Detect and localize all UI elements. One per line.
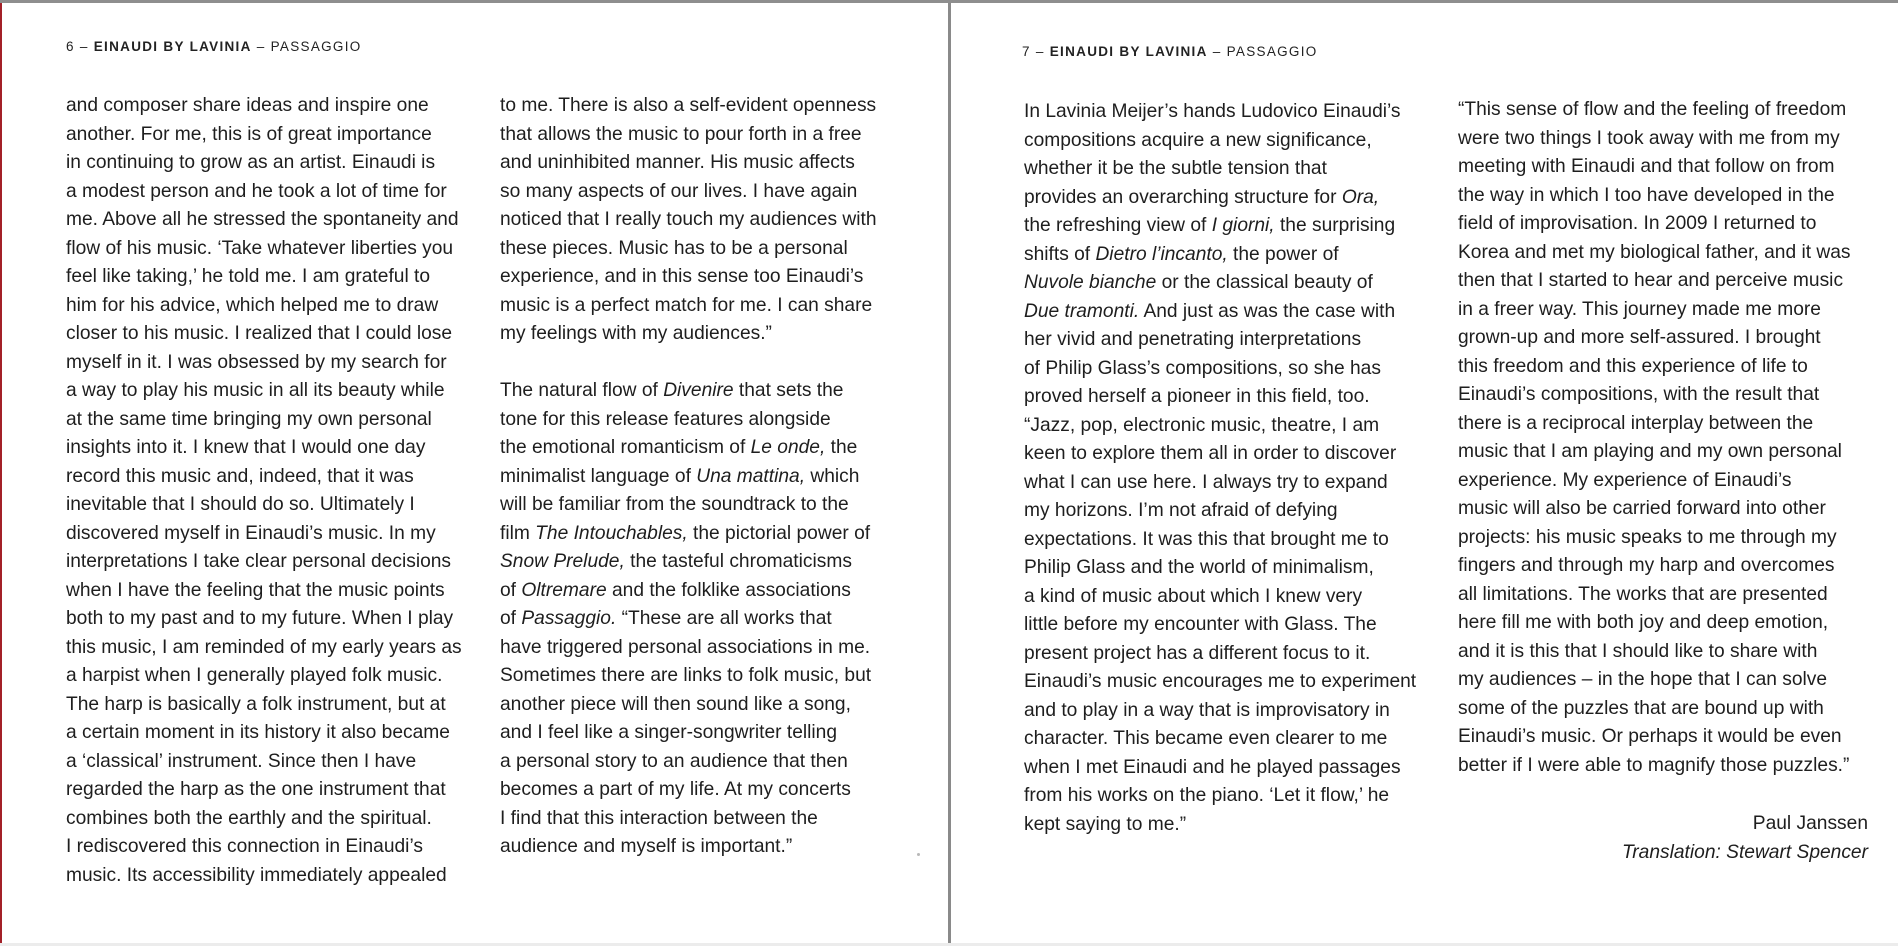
text-segment: another. For me, this is of great importance: [66, 123, 432, 145]
text-segment: I find that this interaction between the: [500, 807, 818, 829]
signature-author: Paul Janssen: [1752, 813, 1868, 834]
left-column-1: [66, 92, 486, 890]
text-line: [500, 719, 920, 748]
text-line: [1458, 581, 1878, 610]
text-segment: myself in it. I was obsessed by my search for: [66, 351, 447, 373]
right-page-header: [1022, 44, 1318, 59]
text-segment: which: [805, 465, 860, 487]
work-title: Dietro l’incanto,: [1095, 243, 1228, 265]
text-segment: Korea and met my biological father, and it was: [1458, 241, 1851, 263]
text-line: [1024, 697, 1444, 726]
text-line: [1458, 210, 1878, 239]
text-line: [66, 548, 486, 577]
text-segment: projects: his music speaks to me through my: [1458, 526, 1837, 548]
text-segment: her vivid and penetrating interpretations: [1024, 329, 1362, 350]
work-title: Le onde,: [750, 437, 826, 458]
text-line: [1024, 782, 1444, 811]
text-line: [500, 691, 920, 720]
text-line: [1458, 438, 1878, 467]
text-segment: a harpist when I generally played folk music.: [66, 665, 443, 686]
scan-speck: [917, 853, 920, 856]
text-segment: shifts of: [1024, 243, 1096, 265]
text-segment: a personal story to an audience that then: [500, 750, 848, 772]
text-segment: better if I were able to magnify those puzzles.”: [1458, 754, 1850, 776]
text-line: [66, 235, 486, 264]
text-segment: a modest person and he took a lot of time for: [66, 180, 447, 202]
text-line: [1458, 182, 1878, 211]
work-title: I giorni,: [1211, 215, 1275, 236]
text-segment: another piece will then sound like a song,: [500, 693, 851, 715]
text-line: [1024, 754, 1444, 783]
work-title: Due tramonti.: [1024, 300, 1140, 322]
right-page: [951, 3, 1898, 943]
text-line: [66, 292, 486, 321]
signature-translation: Translation: Stewart Spencer: [1622, 842, 1868, 863]
text-segment: the way in which I too have developed in the: [1458, 184, 1835, 206]
work-title: Una mattina,: [696, 465, 806, 487]
header-title: EINAUDI BY LAVINIA: [93, 39, 252, 54]
text-segment: The natural flow of: [500, 380, 664, 401]
text-line: [1024, 611, 1444, 640]
text-line: [66, 121, 486, 150]
text-segment: “This sense of flow and the feeling of freedom: [1458, 99, 1847, 120]
text-segment: I rediscovered this connection in Einaudi’s: [66, 836, 423, 857]
text-segment: kept saying to me.”: [1024, 813, 1187, 835]
text-line: [1458, 381, 1878, 410]
text-line: [500, 833, 920, 862]
text-segment: of: [500, 608, 522, 629]
text-segment: little before my encounter with Glass. The: [1024, 614, 1377, 635]
text-line: [1024, 412, 1444, 441]
text-segment: “Jazz, pop, electronic music, theatre, I am: [1024, 414, 1380, 436]
text-line: [66, 178, 486, 207]
text-segment: character. This became even clearer to me: [1024, 728, 1388, 749]
text-segment: regarded the harp as the one instrument that: [66, 779, 446, 800]
header-dash: –: [256, 39, 266, 54]
text-line: [1458, 638, 1878, 667]
text-segment: meeting with Einaudi and that follow on from: [1458, 156, 1835, 177]
text-line: [1024, 640, 1444, 669]
text-line: [1458, 239, 1878, 268]
text-segment: the power of: [1227, 243, 1339, 265]
text-segment: what I can use here. I always try to expand: [1024, 471, 1388, 493]
text-line: [1024, 212, 1444, 241]
text-segment: audience and myself is important.”: [500, 836, 793, 857]
text-segment: all limitations. The works that are presented: [1458, 583, 1828, 605]
text-line: [66, 520, 486, 549]
text-segment: becomes a part of my life. At my concerts: [500, 779, 851, 800]
text-line: [500, 605, 920, 634]
work-title: The Intouchables,: [535, 522, 688, 544]
text-segment: my feelings with my audiences.”: [500, 323, 772, 344]
text-line: [66, 833, 486, 862]
text-segment: flow of his music. ‘Take whatever liberties you: [66, 237, 454, 259]
text-segment: of: [500, 579, 522, 601]
text-segment: combines both the earthly and the spiritual.: [66, 807, 432, 829]
text-line: [500, 149, 920, 178]
text-line: [66, 719, 486, 748]
text-segment: will be familiar from the soundtrack to the: [500, 494, 849, 515]
text-line: [1024, 583, 1444, 612]
text-segment: Einaudi’s music. Or perhaps it would be even: [1458, 726, 1842, 747]
text-segment: there is a reciprocal interplay between the: [1458, 412, 1814, 434]
work-title: Divenire: [663, 380, 734, 401]
text-line: [1024, 469, 1444, 498]
text-segment: and uninhibited manner. His music affects: [500, 152, 855, 173]
text-line: [1024, 526, 1444, 555]
text-segment: when I have the feeling that the music points: [66, 579, 445, 601]
text-segment: and the folklike associations: [606, 579, 851, 601]
text-line: [500, 292, 920, 321]
text-segment: And just as was the case with: [1139, 300, 1396, 322]
text-line: [1458, 666, 1878, 695]
text-segment: noticed that I really touch my audiences with: [500, 209, 877, 230]
text-line: [500, 463, 920, 492]
text-line: [500, 634, 920, 663]
text-segment: music is a perfect match for me. I can share: [500, 294, 873, 316]
text-segment: this music, I am reminded of my early years as: [66, 636, 462, 658]
text-line: [1024, 383, 1444, 412]
text-line: [66, 206, 486, 235]
text-line: [66, 805, 486, 834]
text-segment: that allows the music to pour forth in a free: [500, 123, 862, 145]
text-line: [66, 748, 486, 777]
text-line: [1458, 723, 1878, 752]
header-title: EINAUDI BY LAVINIA: [1049, 44, 1208, 59]
text-line: [66, 263, 486, 292]
text-line: [500, 491, 920, 520]
text-segment: the emotional romanticism of: [500, 437, 751, 458]
text-segment: the refreshing view of: [1024, 215, 1212, 236]
text-segment: then that I started to hear and perceive music: [1458, 270, 1844, 291]
text-line: [1458, 695, 1878, 724]
text-segment: insights into it. I knew that I would one day: [66, 437, 426, 458]
text-segment: the pictorial power of: [687, 522, 871, 544]
text-line: [1458, 125, 1878, 154]
text-segment: expectations. It was this that brought me to: [1024, 528, 1389, 550]
text-line: [500, 377, 920, 406]
text-line: [1024, 98, 1444, 127]
text-segment: Einaudi’s compositions, with the result that: [1458, 384, 1820, 405]
text-segment: here fill me with both joy and deep emotion,: [1458, 612, 1829, 633]
text-line: [1024, 811, 1444, 840]
text-segment: so many aspects of our lives. I have again: [500, 180, 858, 202]
text-line: [500, 406, 920, 435]
text-segment: tone for this release features alongside: [500, 408, 831, 430]
text-segment: in a freer way. This journey made me more: [1458, 298, 1821, 320]
text-segment: and to play in a way that is improvisatory in: [1024, 699, 1390, 721]
text-segment: this freedom and this experience of life to: [1458, 355, 1808, 377]
left-column-2-para-1: [500, 92, 920, 349]
text-line: [66, 349, 486, 378]
text-segment: discovered myself in Einaudi’s music. In my: [66, 522, 436, 544]
text-line: [1024, 440, 1444, 469]
text-line: [1458, 324, 1878, 353]
text-line: [500, 776, 920, 805]
text-segment: interpretations I take clear personal decisions: [66, 551, 452, 572]
text-line: [1024, 326, 1444, 355]
text-line: [500, 121, 920, 150]
text-line: [1458, 552, 1878, 581]
text-segment: film: [500, 522, 536, 544]
text-line: [500, 548, 920, 577]
text-segment: compositions acquire a new significance,: [1024, 129, 1372, 151]
text-segment: that sets the: [733, 380, 844, 401]
text-segment: In Lavinia Meijer’s hands Ludovico Einaudi’s: [1024, 101, 1401, 122]
text-segment: minimalist language of: [500, 465, 697, 487]
left-column-2: [500, 92, 920, 862]
left-page: [0, 3, 948, 943]
text-segment: experience, and in this sense too Einaudi’s: [500, 266, 864, 287]
text-line: [66, 577, 486, 606]
text-segment: music that I am playing and my own personal: [1458, 441, 1842, 462]
text-segment: closer to his music. I realized that I could lose: [66, 323, 453, 344]
text-segment: a kind of music about which I knew very: [1024, 585, 1363, 607]
text-segment: at the same time bringing my own personal: [66, 408, 432, 430]
text-line: [500, 263, 920, 292]
text-line: [1458, 153, 1878, 182]
text-segment: my audiences – in the hope that I can solve: [1458, 669, 1828, 690]
text-segment: Einaudi’s music encourages me to experiment: [1024, 671, 1417, 692]
text-line: [66, 662, 486, 691]
text-line: [1024, 184, 1444, 213]
text-line: [1458, 752, 1878, 781]
text-line: [500, 206, 920, 235]
header-dash: –: [79, 39, 89, 54]
text-line: [66, 605, 486, 634]
text-line: [1024, 355, 1444, 384]
text-line: [1458, 467, 1878, 496]
work-title: Passaggio.: [521, 608, 617, 629]
text-segment: and it is this that I should like to share with: [1458, 640, 1818, 662]
text-line: [1024, 668, 1444, 697]
text-segment: and I feel like a singer-songwriter telling: [500, 722, 838, 743]
right-column-2: [1458, 96, 1878, 780]
text-segment: The harp is basically a folk instrument, but at: [66, 693, 446, 715]
text-segment: music will also be carried forward into other: [1458, 498, 1826, 519]
text-line: [1458, 495, 1878, 524]
text-line: [1458, 267, 1878, 296]
text-segment: inevitable that I should do so. Ultimately I: [66, 494, 415, 515]
text-segment: the surprising: [1274, 215, 1396, 236]
text-segment: when I met Einaudi and he played passages: [1024, 756, 1401, 778]
text-segment: and composer share ideas and inspire one: [66, 95, 429, 116]
text-segment: feel like taking,’ he told me. I am grateful to: [66, 266, 431, 287]
text-segment: him for his advice, which helped me to draw: [66, 294, 439, 316]
text-segment: were two things I took away with me from my: [1458, 127, 1840, 149]
text-line: [500, 320, 920, 349]
text-segment: these pieces. Music has to be a personal: [500, 237, 848, 259]
text-line: [66, 149, 486, 178]
text-line: [66, 463, 486, 492]
right-column-1: [1024, 98, 1444, 839]
text-line: [1458, 410, 1878, 439]
left-column-2-para-2: [500, 377, 920, 862]
text-segment: music. Its accessibility immediately appealed: [66, 864, 447, 886]
text-segment: my horizons. I’m not afraid of defying: [1024, 500, 1338, 521]
text-segment: Philip Glass and the world of minimalism,: [1024, 557, 1374, 578]
header-dash: –: [1212, 44, 1222, 59]
text-segment: to me. There is also a self-evident openness: [500, 95, 877, 116]
text-line: [500, 748, 920, 777]
text-line: [1458, 296, 1878, 325]
text-segment: provides an overarching structure for: [1024, 186, 1342, 208]
page-number: 6: [66, 39, 75, 54]
text-line: [500, 235, 920, 264]
text-line: [1024, 554, 1444, 583]
text-line: [500, 805, 920, 834]
text-line: [1458, 609, 1878, 638]
text-segment: keen to explore them all in order to discover: [1024, 443, 1397, 464]
text-line: [66, 434, 486, 463]
text-segment: some of the puzzles that are bound up with: [1458, 697, 1824, 719]
text-line: [1458, 96, 1878, 125]
text-line: [1024, 497, 1444, 526]
text-line: [1024, 298, 1444, 327]
text-line: [66, 634, 486, 663]
text-line: [66, 862, 486, 891]
text-segment: a certain moment in its history it also became: [66, 722, 450, 743]
header-dash: –: [1035, 44, 1045, 59]
header-subtitle: PASSAGGIO: [270, 39, 362, 54]
text-segment: Sometimes there are links to folk music, but: [500, 665, 872, 686]
text-segment: of Philip Glass’s compositions, so she has: [1024, 357, 1381, 379]
work-title: Nuvole bianche: [1024, 272, 1157, 293]
text-segment: present project has a different focus to it.: [1024, 642, 1371, 664]
text-line: [500, 434, 920, 463]
text-line: [1024, 269, 1444, 298]
text-line: [1458, 524, 1878, 553]
text-segment: the: [825, 437, 858, 458]
text-line: [66, 320, 486, 349]
text-segment: fingers and through my harp and overcomes: [1458, 555, 1835, 576]
text-segment: me. Above all he stressed the spontaneity and: [66, 209, 459, 230]
text-line: [1458, 353, 1878, 382]
text-segment: a ‘classical’ instrument. Since then I have: [66, 750, 417, 772]
header-subtitle: PASSAGGIO: [1226, 44, 1318, 59]
text-segment: proved herself a pioneer in this field, too.: [1024, 386, 1370, 407]
text-line: [66, 92, 486, 121]
text-line: [66, 776, 486, 805]
text-line: [66, 406, 486, 435]
text-segment: grown-up and more self-assured. I brought: [1458, 327, 1821, 348]
text-line: [500, 520, 920, 549]
text-line: [1024, 725, 1444, 754]
text-segment: from his works on the piano. ‘Let it flow,’ he: [1024, 785, 1390, 806]
text-line: [1024, 241, 1444, 270]
work-title: Snow Prelude,: [500, 551, 625, 572]
work-title: Oltremare: [521, 579, 607, 601]
text-segment: in continuing to grow as an artist. Einaudi is: [66, 152, 436, 173]
text-segment: field of improvisation. In 2009 I returned to: [1458, 213, 1817, 234]
work-title: Ora,: [1341, 186, 1380, 208]
text-segment: a way to play his music in all its beauty while: [66, 380, 445, 401]
text-segment: whether it be the subtle tension that: [1024, 158, 1327, 179]
left-page-header: [66, 39, 362, 54]
text-line: [66, 377, 486, 406]
text-line: [500, 577, 920, 606]
text-segment: “These are all works that: [616, 608, 832, 629]
text-line: [1024, 155, 1444, 184]
text-line: [66, 491, 486, 520]
page-number: 7: [1022, 44, 1031, 59]
text-line: [500, 178, 920, 207]
text-line: [1024, 127, 1444, 156]
text-segment: both to my past and to my future. When I play: [66, 608, 454, 629]
text-segment: record this music and, indeed, that it was: [66, 465, 414, 487]
text-line: [500, 662, 920, 691]
text-segment: have triggered personal associations in me.: [500, 636, 871, 658]
text-segment: experience. My experience of Einaudi’s: [1458, 469, 1792, 491]
text-segment: the tasteful chromaticisms: [624, 551, 852, 572]
text-line: [500, 92, 920, 121]
text-line: [66, 691, 486, 720]
text-segment: or the classical beauty of: [1156, 272, 1373, 293]
